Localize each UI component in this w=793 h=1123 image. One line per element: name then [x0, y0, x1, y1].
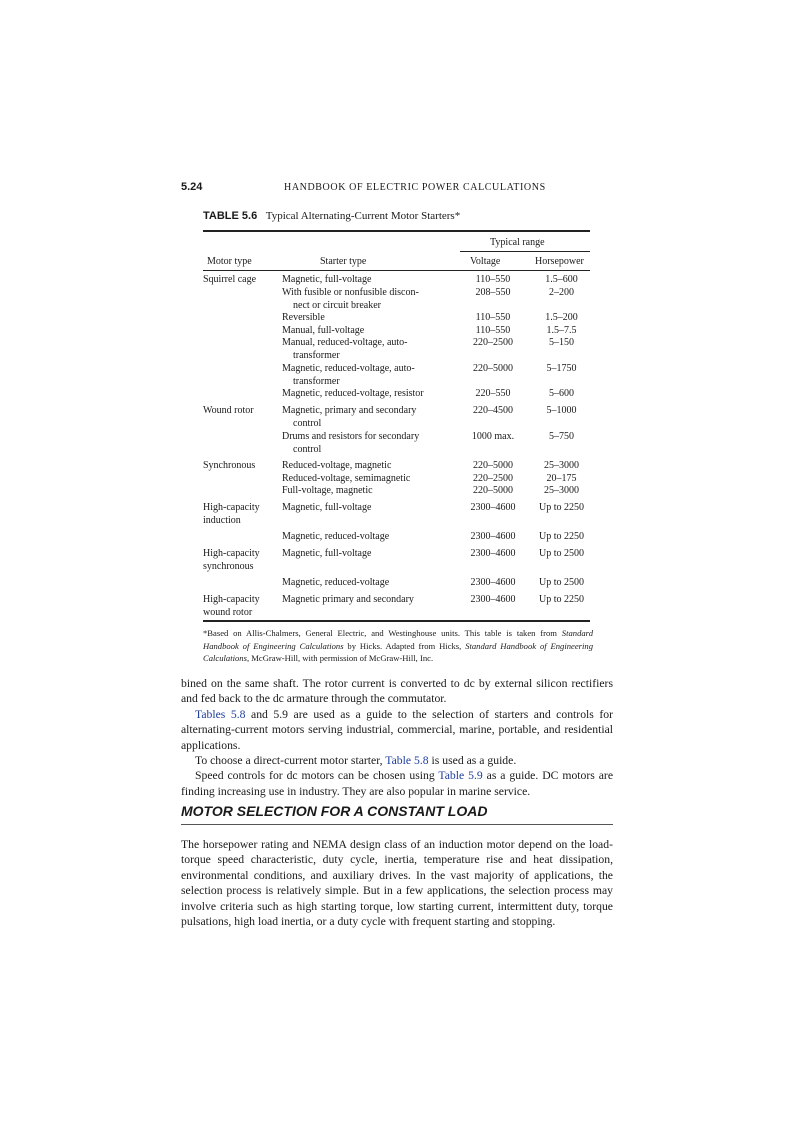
cell-motor-type: Squirrel cage: [203, 274, 257, 285]
cell-starter-type: Drums and resistors for secondary control: [282, 431, 420, 455]
cell-motor-type: High-capacity wound rotor: [203, 594, 260, 618]
cell-horsepower: 25–3000: [544, 460, 579, 471]
table-header-motor-type: Motor type: [207, 256, 252, 267]
cell-horsepower: Up to 2500: [539, 548, 584, 559]
cell-motor-type: High-capacity induction: [203, 502, 260, 526]
cell-horsepower: 1.5–200: [545, 312, 578, 323]
cell-motor-type: Synchronous: [203, 460, 256, 471]
cell-horsepower: 5–150: [549, 337, 574, 348]
cell-voltage: 2300–4600: [470, 531, 516, 542]
cell-starter-type: Magnetic, full-voltage: [282, 274, 372, 285]
cell-horsepower: 5–600: [549, 388, 574, 399]
cell-horsepower: Up to 2250: [539, 531, 584, 542]
paragraph: bined on the same shaft. The rotor current is converted to dc by external silicon rectifiers and fed back to the dc armature through the commutator.: [181, 677, 613, 706]
cell-voltage: 208–550: [475, 287, 511, 298]
cell-motor-type: Wound rotor: [203, 405, 254, 416]
paragraph: To choose a direct-current motor starter, Table 5.8 is used as a guide.: [195, 754, 517, 768]
cell-voltage: 220–5000: [473, 485, 513, 496]
cell-starter-type: Manual, reduced-voltage, auto-transformer: [282, 337, 408, 361]
cell-horsepower: 5–750: [549, 431, 574, 442]
cell-voltage: 220–2500: [473, 337, 513, 348]
cell-starter-type: Magnetic, reduced-voltage, auto-transformer: [282, 363, 415, 387]
cell-horsepower: 20–175: [546, 473, 577, 484]
cell-horsepower: 5–1750: [546, 363, 577, 374]
cell-starter-type: Manual, full-voltage: [282, 325, 365, 336]
table-header-rule: [203, 270, 590, 271]
table-caption: [203, 210, 460, 222]
cell-starter-type: Full-voltage, magnetic: [282, 485, 373, 496]
cell-starter-type: Reduced-voltage, magnetic: [282, 460, 392, 471]
table-group-rule: [460, 251, 590, 252]
cell-starter-type: Magnetic, reduced-voltage: [282, 531, 390, 542]
table-header-starter-type: Starter type: [320, 256, 367, 267]
cell-horsepower: 1.5–600: [545, 274, 578, 285]
cell-starter-type: Magnetic, full-voltage: [282, 502, 372, 513]
cell-voltage: 110–550: [475, 274, 511, 285]
cell-horsepower: Up to 2500: [539, 577, 584, 588]
cell-voltage: 2300–4600: [470, 577, 516, 588]
cell-horsepower: Up to 2250: [539, 502, 584, 513]
cell-voltage: 2300–4600: [470, 594, 516, 605]
cell-horsepower: 2–200: [549, 287, 574, 298]
table-group-header: Typical range: [490, 237, 545, 248]
cell-voltage: 2300–4600: [470, 502, 516, 513]
body-text-upper: [181, 676, 613, 799]
cell-voltage: 2300–4600: [470, 548, 516, 559]
table-5-8-link[interactable]: Table 5.8: [385, 754, 429, 768]
paragraph: Tables 5.8 and 5.9 are used as a guide to the selection of starters and controls for alternating-current motors serving industrial, commercial, marine, portable, and residential applications.: [181, 707, 613, 752]
cell-starter-type: Reversible: [282, 312, 325, 323]
table-header-horsepower: Horsepower: [535, 256, 584, 267]
section-heading: MOTOR SELECTION FOR A CONSTANT LOAD: [181, 803, 613, 825]
paragraph: The horsepower rating and NEMA design class of an induction motor depend on the load-torque speed characteristic, duty cycle, inertia, temperature rise and heat dissipation, environmental conditions, and auxiliary drives. In the vast majority of applications, the selection process is relatively simple. But in a few applications, the selection process may involve criteria such as high starting torque, low starting current, intermittent duty, torque pulsations, high load inertia, or a duty cycle with frequent starting and stopping.: [181, 838, 613, 929]
cell-horsepower: 5–1000: [546, 405, 577, 416]
cell-starter-type: Magnetic, reduced-voltage, resistor: [282, 388, 424, 399]
cell-voltage: 220–550: [475, 388, 511, 399]
cell-voltage: 110–550: [475, 312, 511, 323]
cell-voltage: 220–4500: [473, 405, 513, 416]
table-header-voltage: Voltage: [470, 256, 501, 267]
table-bottom-rule: [203, 620, 590, 622]
cell-starter-type: Reduced-voltage, semimagnetic: [282, 473, 411, 484]
table-5-9-link[interactable]: Table 5.9: [438, 769, 483, 783]
cell-starter-type: With fusible or nonfusible discon-nect or circuit breaker: [282, 287, 419, 311]
cell-starter-type: Magnetic, primary and secondary control: [282, 405, 417, 429]
cell-voltage: 1000 max.: [471, 431, 515, 442]
table-5-8-link[interactable]: Tables 5.8: [195, 707, 246, 721]
cell-starter-type: Magnetic primary and secondary: [282, 594, 414, 605]
cell-voltage: 220–5000: [473, 460, 513, 471]
cell-voltage: 220–5000: [473, 363, 513, 374]
body-text-lower: [181, 837, 613, 929]
table-title: Typical Alternating-Current Motor Starters*: [265, 210, 461, 222]
paragraph: Speed controls for dc motors can be chosen using Table 5.9 as a guide. DC motors are finding increasing use in industry. They are also popular in marine service.: [181, 769, 614, 798]
cell-voltage: 110–550: [475, 325, 511, 336]
cell-horsepower: 1.5–7.5: [546, 325, 577, 336]
cell-voltage: 220–2500: [473, 473, 513, 484]
table-footnote: *Based on Allis-Chalmers, General Electric, and Westinghouse units. This table is taken from Standard Handbook of Engineering Calculations by Hicks. Adapted from Hicks, Standard Handbook of Engineering Calculations, McGraw-Hill, with permission of McGraw-Hill, Inc.: [203, 628, 593, 663]
cell-starter-type: Magnetic, full-voltage: [282, 548, 372, 559]
cell-motor-type: High-capacity synchronous: [203, 548, 260, 572]
page-number: 5.24: [181, 181, 203, 193]
running-head: HANDBOOK OF ELECTRIC POWER CALCULATIONS: [284, 182, 546, 193]
cell-horsepower: 25–3000: [544, 485, 579, 496]
cell-horsepower: Up to 2250: [539, 594, 584, 605]
table-label: TABLE 5.6: [203, 210, 258, 222]
table-top-rule: [203, 230, 590, 232]
cell-starter-type: Magnetic, reduced-voltage: [282, 577, 390, 588]
